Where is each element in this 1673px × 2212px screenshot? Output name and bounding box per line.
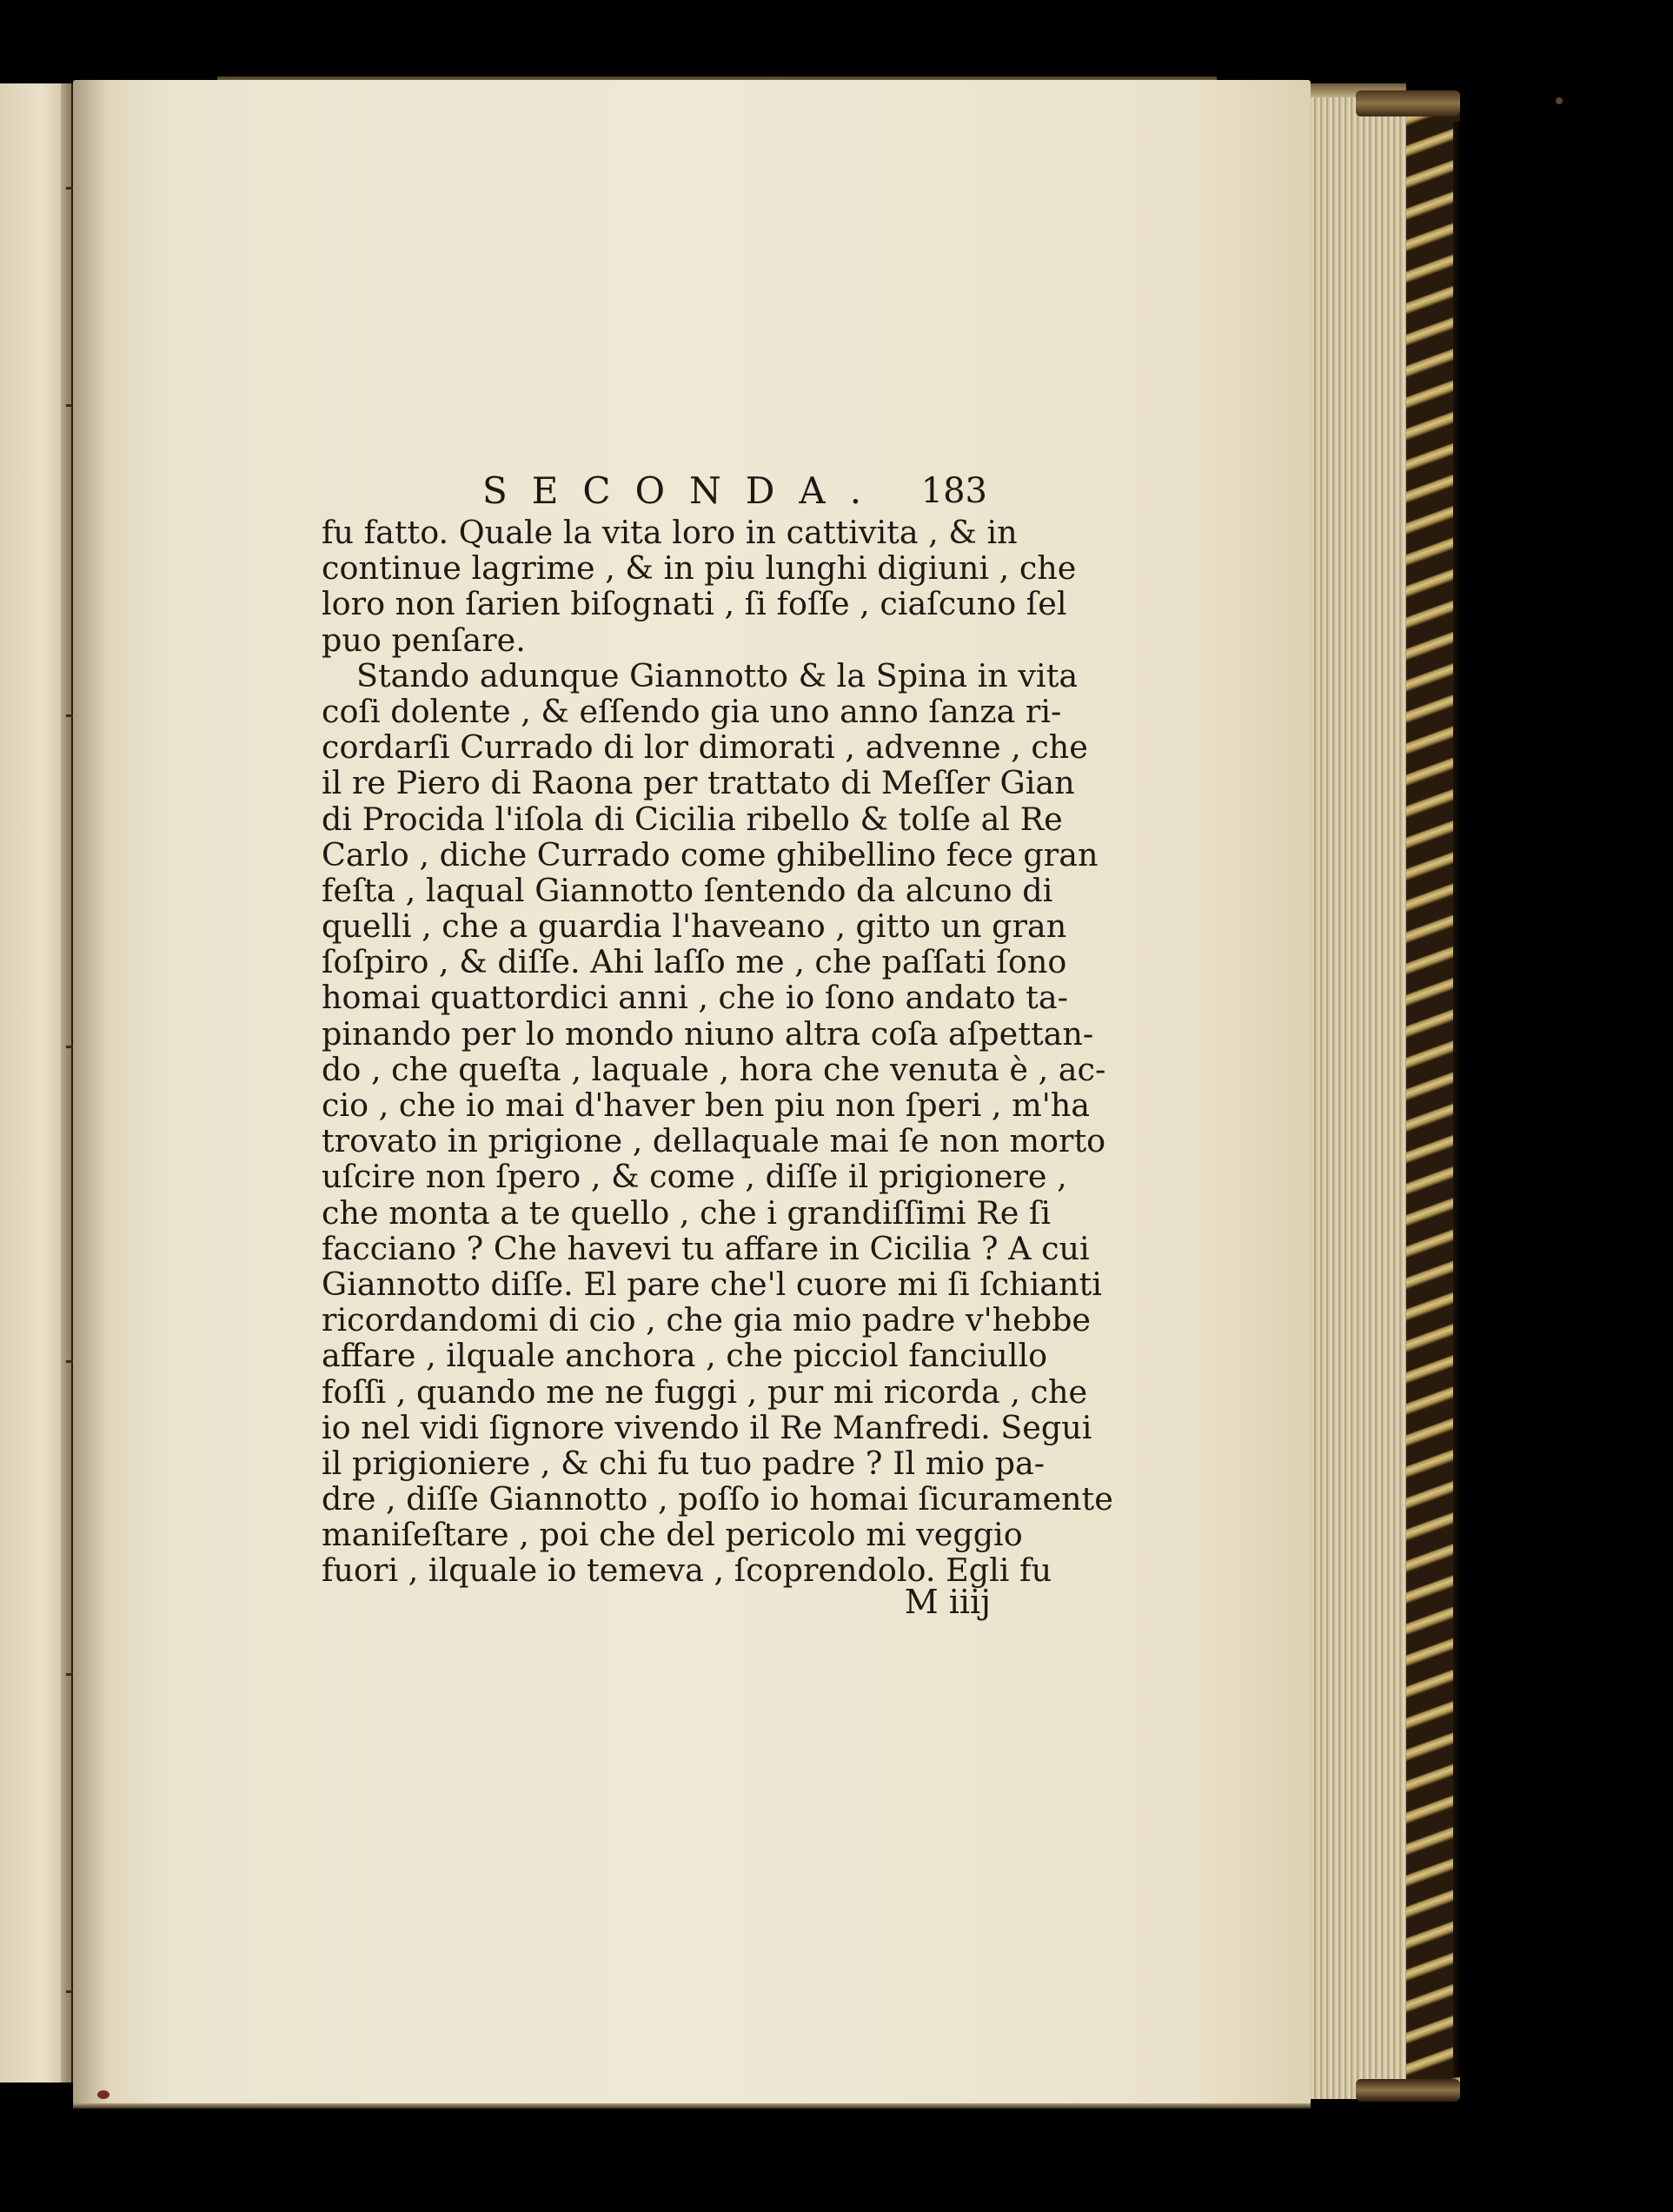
text-line: puo penſare. xyxy=(322,621,526,659)
text-line: che monta a te quello , che i grandiſſimi Re ſi xyxy=(322,1193,1052,1232)
text-line: loro non ſarien biſognati , ſi foſſe , ciaſcuno ſel xyxy=(322,585,1067,623)
text-line: coſi dolente , & eſſendo gia uno anno ſanza ri- xyxy=(322,692,1062,730)
text-line: Stando adunque Giannotto & la Spina in vita xyxy=(356,656,1079,694)
text-line: affare , ilquale anchora , che picciol fanciullo xyxy=(322,1337,1048,1375)
text-line: fuori , ilquale io temeva , ſcoprendolo. Egli fu xyxy=(322,1551,1052,1590)
page-header xyxy=(322,469,991,513)
text-line: io nel vidi ſignore vivendo il Re Manfredi. Segui xyxy=(322,1408,1092,1446)
text-line: cordarſi Currado di lor dimorati , advenne , che xyxy=(322,728,1088,767)
tailband xyxy=(1356,2079,1460,2102)
text-line: facciano ? Che havevi tu affare in Cicilia ? A cui xyxy=(322,1229,1090,1267)
text-line: il re Piero di Raona per trattato di Meſſer Gian xyxy=(322,764,1075,802)
gilded-spine xyxy=(1406,104,1460,2095)
headband xyxy=(1356,90,1460,116)
text-line: Giannotto diſſe. El pare che'l cuore mi ſi ſchianti xyxy=(322,1265,1102,1303)
text-line: trovato in prigione , dellaquale mai ſe non morto xyxy=(322,1122,1106,1160)
text-line: di Procida l'iſola di Cicilia ribello & tolſe al Re xyxy=(322,800,1063,838)
speck-mark xyxy=(1556,97,1563,104)
body-text xyxy=(322,514,1113,1590)
text-line: ricordandomi di cio , che gia mio padre v'hebbe xyxy=(322,1301,1092,1339)
text-line: dre , diſſe Giannotto , poſſo io homai ſicuramente xyxy=(322,1480,1113,1518)
text-line: ſoſpiro , & diſſe. Ahi laſſo me , che paſſati ſono xyxy=(322,943,1067,981)
spine-outer-edge xyxy=(1453,122,1462,2077)
page-number: 183 xyxy=(920,471,987,511)
fore-edge-leaves xyxy=(1311,91,1406,2099)
bottom-edge xyxy=(73,2103,1311,2109)
text-line: do , che queſta , laquale , hora che venuta è , ac- xyxy=(322,1050,1106,1088)
text-line: continue lagrime , & in piu lunghi digiuni , che xyxy=(322,549,1077,588)
text-line: Carlo , diche Currado come ghibellino fece gran xyxy=(322,835,1099,874)
text-line: homai quattordici anni , che io ſono andato ta- xyxy=(322,979,1068,1017)
text-line: pinando per lo mondo niuno altra coſa aſpettan- xyxy=(322,1014,1094,1053)
text-line: feſta , laqual Giannotto ſentendo da alcuno di xyxy=(322,871,1053,909)
speck-mark xyxy=(97,2090,110,2099)
text-line: maniſeſtare , poi che del pericolo mi veggio xyxy=(322,1516,1023,1554)
text-line: il prigioniere , & chi fu tuo padre ? Il mio pa- xyxy=(322,1444,1046,1482)
signature-mark: M iiij xyxy=(904,1583,991,1621)
text-line: quelli , che a guardia l'haveano , gitto un gran xyxy=(322,907,1067,946)
text-line: fu fatto. Quale la vita loro in cattivita , & in xyxy=(322,514,1018,551)
text-line: foſſi , quando me ne fuggi , pur mi ricorda , che xyxy=(322,1372,1088,1411)
text-line: cio , che io mai d'haver ben piu non ſperi , m'ha xyxy=(322,1086,1091,1124)
running-head: SECONDA. xyxy=(482,469,886,512)
text-line: uſcire non ſpero , & come , diſſe il prigionere , xyxy=(322,1158,1067,1196)
page-fold-shadow xyxy=(73,80,108,2105)
